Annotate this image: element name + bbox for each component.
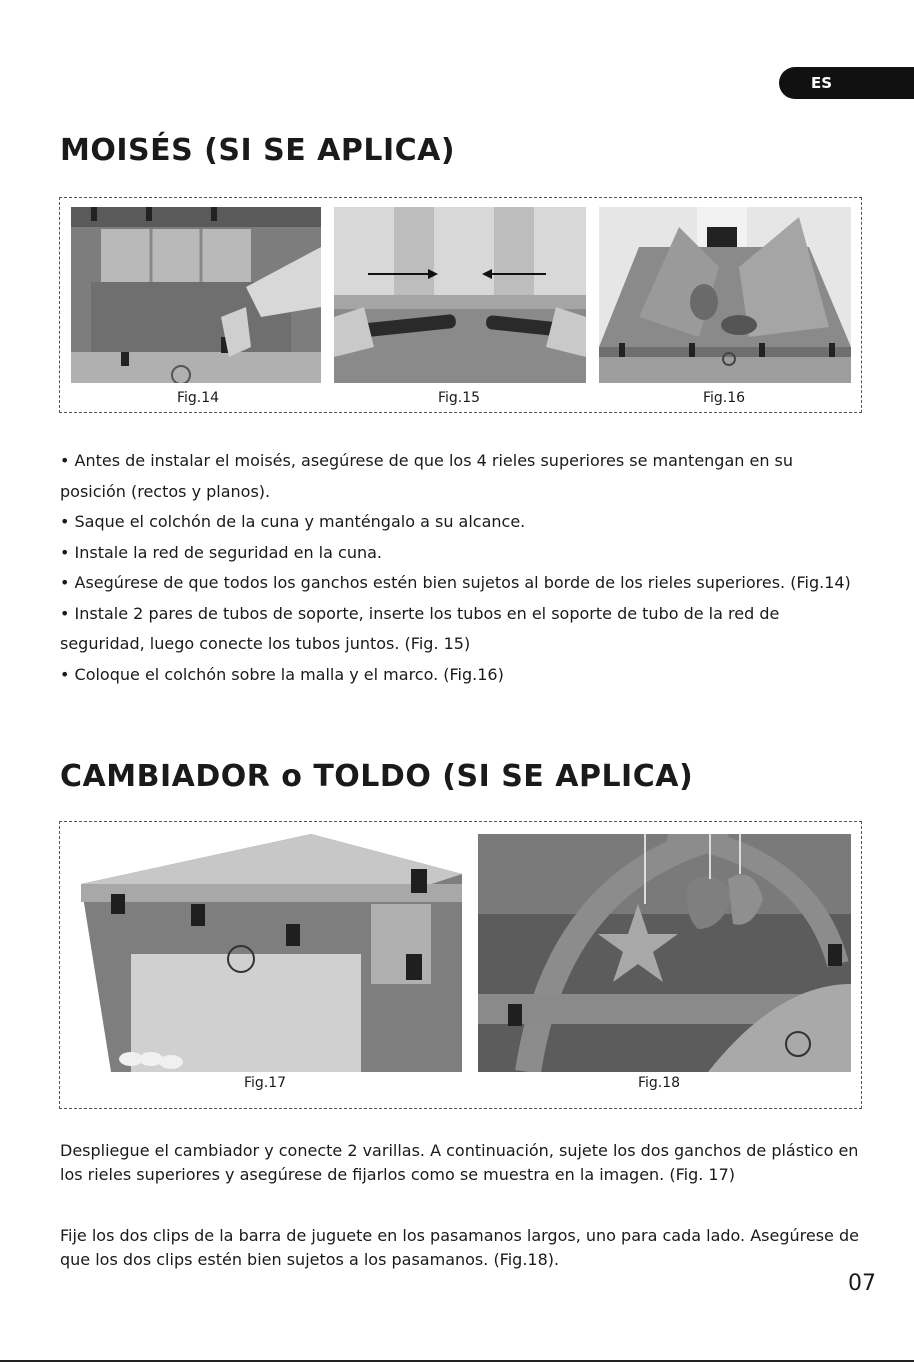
list-item: • Asegúrese de que todos los ganchos estén bien sujetos al borde de los rieles superiores. (Fig.14)	[60, 573, 851, 592]
section-title-cambiador: CAMBIADOR o TOLDO (SI SE APLICA)	[60, 759, 694, 794]
cambiador-paragraph: Despliegue el cambiador y conecte 2 varillas. A continuación, sujete los dos ganchos de plástico en los rieles superiores y asegúrese de fijarlos como se muestra en la imagen. (Fig. 17)	[60, 1141, 859, 1184]
fig15-caption: Fig.15	[438, 390, 481, 406]
toldo-paragraph: Fije los dos clips de la barra de juguete en los pasamanos largos, uno para cada lado. Asegúrese de que los dos clips estén bien sujetos a los pasamanos. (Fig.18).	[60, 1226, 859, 1269]
fig15-photo	[334, 207, 586, 383]
fig16-caption: Fig.16	[703, 390, 746, 406]
fig17-caption: Fig.17	[244, 1075, 287, 1091]
figure-box-cambiador	[59, 821, 862, 1109]
language-tab: ES	[779, 67, 914, 99]
section-title-moises: MOISÉS (SI SE APLICA)	[60, 133, 456, 168]
fig14-photo	[71, 207, 321, 383]
list-item: • Coloque el colchón sobre la malla y el marco. (Fig.16)	[60, 664, 504, 684]
figure-box-moises	[59, 197, 862, 413]
list-item: • Saque el colchón de la cuna y manténgalo a su alcance.	[60, 512, 526, 531]
list-item: • Instale la red de seguridad en la cuna.	[60, 542, 382, 562]
fig18-caption: Fig.18	[638, 1075, 681, 1091]
fig18-photo	[478, 834, 851, 1072]
fig17-photo	[71, 834, 462, 1072]
page-number: 07	[848, 1271, 876, 1296]
moises-instructions	[60, 446, 860, 690]
fig16-photo	[599, 207, 851, 383]
fig14-caption: Fig.14	[177, 390, 220, 406]
list-item: • Instale 2 pares de tubos de soporte, inserte los tubos en el soporte de tubo de la red de seguridad, luego conecte los tubos juntos. (Fig. 15)	[60, 603, 780, 653]
list-item: • Antes de instalar el moisés, asegúrese de que los 4 rieles superiores se mantengan en su posición (rectos y planos).	[60, 451, 794, 501]
